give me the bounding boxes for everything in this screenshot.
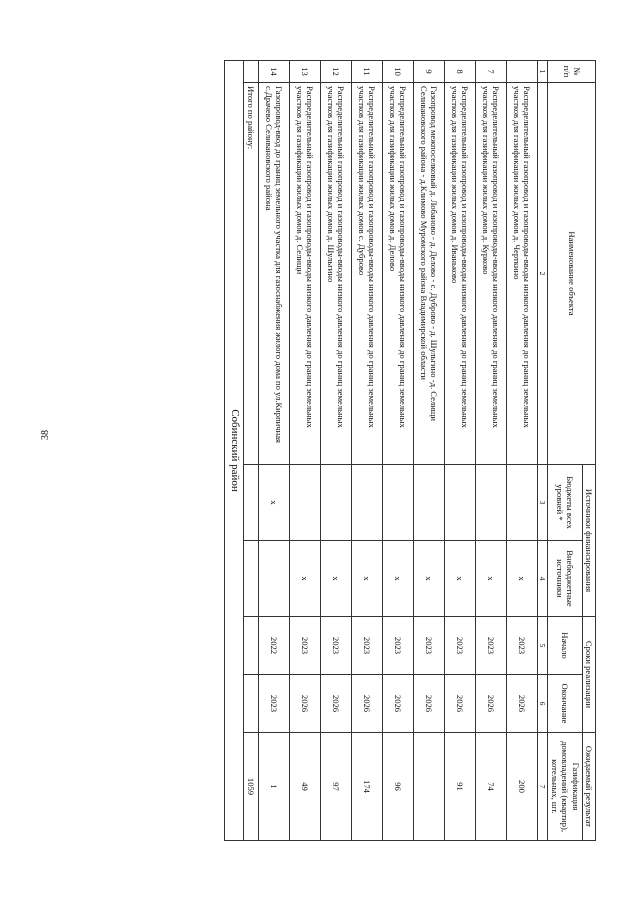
table-row: [320, 61, 351, 841]
row-budget: [413, 465, 444, 541]
column-index: 4: [537, 541, 547, 617]
row-end: 2026: [351, 675, 382, 733]
row-name: Распределительный газопровод и газопроводы-вводы низкого давления до границ земельных участков для газификации жилых домов д. Селищи: [289, 83, 320, 465]
row-result: [413, 733, 444, 841]
row-num: 8: [444, 61, 475, 83]
header-result: Ожидаемый результат: [582, 733, 595, 841]
gasification-table-wrapper: [224, 60, 596, 840]
column-index: 5: [537, 617, 547, 675]
row-name: Распределительный газопровод и газопроводы-вводы низкого давления до границ земельных участков для газификации жилых домов д. Иваньково: [444, 83, 475, 465]
table-row: [444, 61, 475, 841]
table-row: [413, 61, 444, 841]
column-index: 2: [537, 83, 547, 465]
row-start: 2023: [382, 617, 413, 675]
column-index: 6: [537, 675, 547, 733]
row-end: 2026: [320, 675, 351, 733]
row-end: 2026: [289, 675, 320, 733]
row-start: 2023: [351, 617, 382, 675]
row-name: Распределительный газопровод и газопроводы-вводы низкого давления до границ земельных участков для газификации жилых домов д. Черткино: [506, 83, 537, 465]
row-extra: х: [506, 541, 537, 617]
table-row: [351, 61, 382, 841]
row-budget: [475, 465, 506, 541]
row-end: 2026: [413, 675, 444, 733]
table-row: [289, 61, 320, 841]
region-row: [225, 61, 243, 841]
row-result: 97: [320, 733, 351, 841]
row-extra: х: [289, 541, 320, 617]
header-name: Наименование объекта: [548, 83, 596, 465]
row-result: 174: [351, 733, 382, 841]
row-start: 2022: [258, 617, 289, 675]
row-name: Распределительный газопровод и газопроводы-вводы низкого давления до границ земельных участков для газификации жилых домов д. Делово: [382, 83, 413, 465]
row-start: 2023: [289, 617, 320, 675]
region-heading: Собинский район: [225, 61, 243, 841]
row-name: Распределительный газопровод и газопроводы-вводы низкого давления до границ земельных участков для газификации жилых домов д. Шульгино: [320, 83, 351, 465]
row-start: 2023: [506, 617, 537, 675]
row-end: 2023: [258, 675, 289, 733]
row-name: Газопровод межпоселковый д. Лобаново - д. Делово - с. Дуброво - д. Шульгино -д. Селищи Селивановского района - д.Климово Муромского района Владимирской области: [413, 83, 444, 465]
header-funding-budget: Бюджеты всех уровней *: [548, 465, 582, 541]
total-label: Итого по району:: [243, 83, 258, 465]
row-end: 2026: [444, 675, 475, 733]
row-num: 9: [413, 61, 444, 83]
header-result-sub: Газификация домовладений (квартир), котельных, шт.: [548, 733, 582, 841]
column-index: 1: [537, 61, 547, 83]
header-funding-extra: Внебюджетные источники: [548, 541, 582, 617]
row-result: 1: [258, 733, 289, 841]
row-num: 13: [289, 61, 320, 83]
row-result: 74: [475, 733, 506, 841]
table-row: [258, 61, 289, 841]
row-budget: х: [258, 465, 289, 541]
table-row: [506, 61, 537, 841]
header-num: № п/п: [548, 61, 596, 83]
row-num: 14: [258, 61, 289, 83]
column-index: 7: [537, 733, 547, 841]
row-result: 91: [444, 733, 475, 841]
column-index: 3: [537, 465, 547, 541]
row-budget: [382, 465, 413, 541]
header-terms-start: Начало: [548, 617, 582, 675]
row-budget: [444, 465, 475, 541]
row-num: 7: [475, 61, 506, 83]
row-result: 49: [289, 733, 320, 841]
row-num: [506, 61, 537, 83]
row-start: 2023: [444, 617, 475, 675]
row-extra: х: [413, 541, 444, 617]
row-budget: [506, 465, 537, 541]
row-extra: х: [351, 541, 382, 617]
row-end: 2026: [506, 675, 537, 733]
row-num: 11: [351, 61, 382, 83]
header-terms-end: Окончание: [548, 675, 582, 733]
table-row: [382, 61, 413, 841]
row-name: Распределительный газопровод и газопроводы-вводы низкого давления до границ земельных участков для газификации жилых домов с. Дуброво: [351, 83, 382, 465]
row-extra: х: [444, 541, 475, 617]
page-number: 38: [40, 430, 51, 440]
row-extra: х: [475, 541, 506, 617]
header-terms: Сроки реализации: [582, 617, 595, 733]
row-start: 2023: [320, 617, 351, 675]
row-end: 2026: [475, 675, 506, 733]
row-end: 2026: [382, 675, 413, 733]
total-row: [243, 61, 258, 841]
row-extra: х: [320, 541, 351, 617]
row-budget: [351, 465, 382, 541]
total-result: 1059: [243, 733, 258, 841]
row-start: 2023: [413, 617, 444, 675]
table-row: [475, 61, 506, 841]
row-num: 12: [320, 61, 351, 83]
row-extra: [258, 541, 289, 617]
row-name: Газопровод-ввод до границ земельного участка для газоснабжения жилого дома по ул.Кирпичная с.Драчево Селивановского района: [258, 83, 289, 465]
row-result: 96: [382, 733, 413, 841]
row-budget: [289, 465, 320, 541]
row-budget: [320, 465, 351, 541]
row-start: 2023: [475, 617, 506, 675]
row-extra: х: [382, 541, 413, 617]
row-result: 200: [506, 733, 537, 841]
gasification-table: [224, 60, 596, 841]
row-name: Распределительный газопровод и газопроводы-вводы низкого давления до границ земельных участков для газификации жилых домов д. Курково: [475, 83, 506, 465]
row-num: 10: [382, 61, 413, 83]
header-funding: Источники финансирования: [582, 465, 595, 617]
